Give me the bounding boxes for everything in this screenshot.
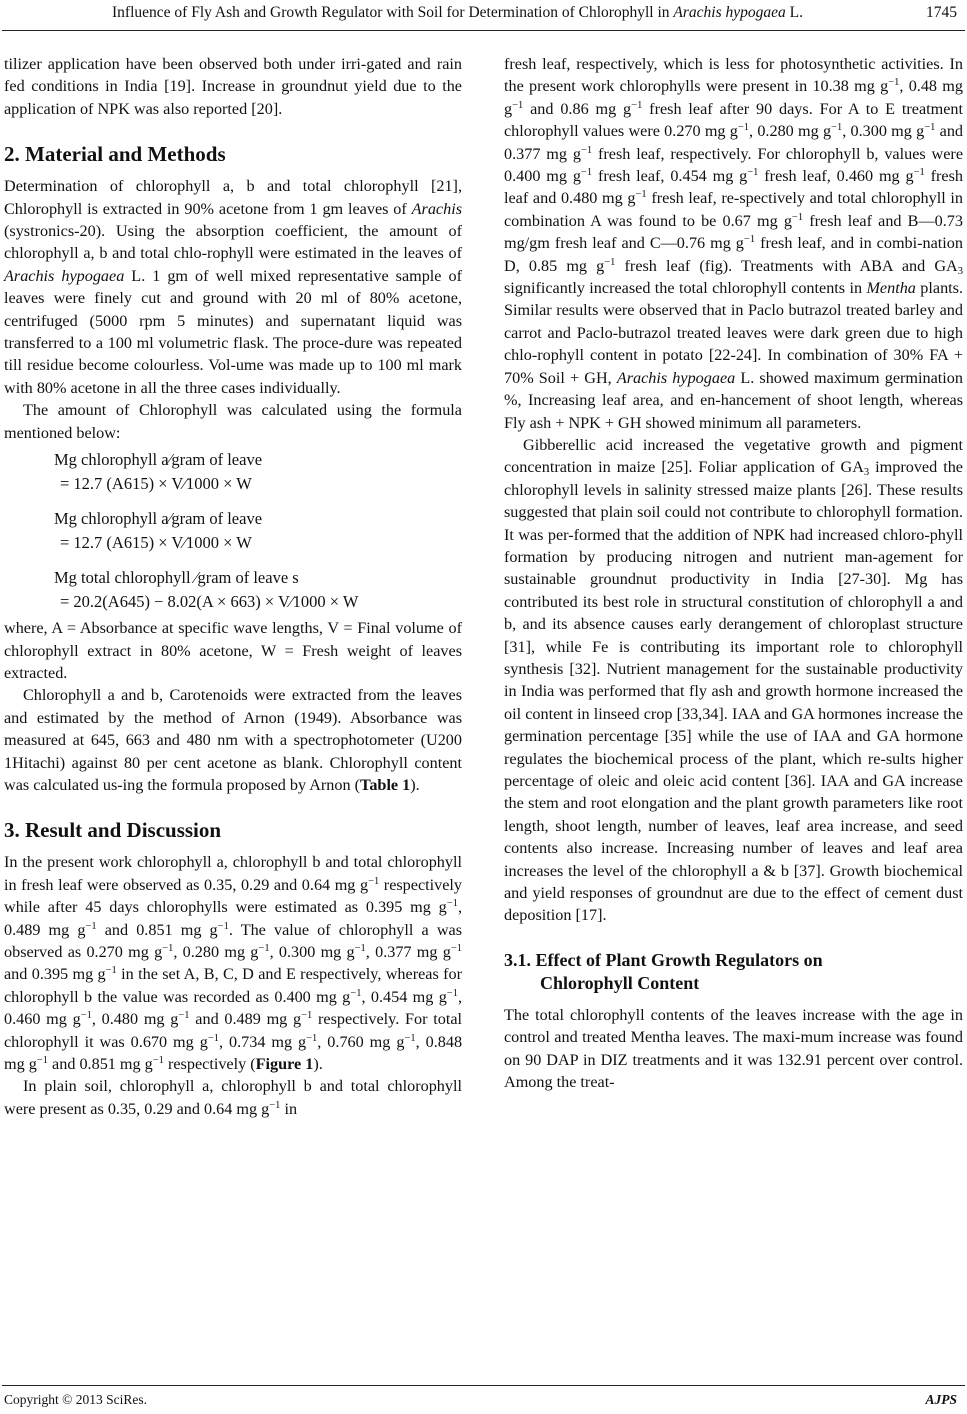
formula-3-lhs: Mg total chlorophyll ⁄gram of leave s [54,568,299,588]
page-header [0,4,967,28]
formula-1-lhs: Mg chlorophyll a⁄gram of leave [54,450,263,470]
result-paragraph-2: In plain soil, chlorophyll a, chlorophyll b and total chlorophyll were present as 0.35, 0.29 and 0.64 mg $g^{-1}$ in [4,1077,462,1118]
copyright-text: Copyright © 2013 SciRes. [4,1392,148,1407]
chlorophyll-formulas [54,448,462,613]
formula-2-rhs: = 12.7 (A615) × V⁄1000 × W [60,532,252,552]
intro-paragraph: tilizer application have been observed both under irri-gated and rain fed conditions in India [19]. Increase in groundnut yield due to the application of NPK was also reported [20]. [4,55,462,118]
arnon-paragraph: Chlorophyll a and b, Carotenoids were extracted from the leaves and estimated by the method of Arnon (1949). Absorbance was measured at 645, 663 and 480 nm with a spectrophotometer (U200 1Hitachi) against 80 per cent acetone as blank. Chlorophyll content was calculated us-ing the formula proposed by Arnon (Table 1). [4,686,462,794]
right-column [504,53,963,1093]
journal-abbrev: AJPS [925,1392,957,1407]
right-paragraph-1: fresh leaf, respectively, which is less for photosynthetic activities. In the present work chlorophylls were present in 10.38 mg $g^{-1}$, 0.48 mg $g^{-1}$ and 0.86 mg $g^{-1}$ fresh leaf after 90 days. For A to E treatment chlorophyll values were 0.270 mg $g^{-1}$, 0.280 mg $g^{-1}$, 0.300 mg $g^{-1}$ and 0.377 mg $g^{-1}$ fresh leaf, respectively. For chlorophyll b, values were 0.400 mg $g^{-1}$ fresh leaf, 0.454 mg $g^{-1}$ fresh leaf, 0.460 mg $g^{-1}$ fresh leaf and 0.480 mg $g^{-1}$ fresh leaf, re-spectively and total chlorophyll in combination A was found to be 0.67 mg $g^{-1}$ fresh leaf and B—0.73 mg/gm fresh leaf and C—0.76 mg $g^{-1}$ fresh leaf, and in combi-nation D, 0.85 mg $g^{-1}$ fresh leaf (fig). Treatments with ABA and $GA_3$ significantly increased the total chlorophyll contents in Mentha plants. Similar results were observed that in Paclo butrazol treated barley and carrot and Paclo-butrazol treated leaves were dark green due to high chlo-rophyll content in potato [22-24]. In combination of 30% FA + 70% Soil + GH, Arachis hypogaea L. showed maximum germination %, Increasing leaf area, and en-hancement of shoot length, whereas Fly ash + NPK + GH showed minimum all parameters. [504,55,964,432]
where-paragraph: where, A = Absorbance at specific wave lengths, V = Final volume of chlorophyll extract in 80% acetone, W = Fresh weight of leaves extracted. [4,619,462,682]
page-number: 1745 [926,4,957,21]
running-title: Influence of Fly Ash and Growth Regulator with Soil for Determination of Chlorophyll in Arachis hypogaea L. [112,4,803,21]
section-3-heading: 3. Result and Discussion [4,818,222,843]
left-column [4,53,462,1120]
section-2-heading: 2. Material and Methods [4,142,226,167]
methods-paragraph-1: Determination of chlorophyll a, b and total chlorophyll [21], Chlorophyll is extracted in 90% acetone from 1 gm leaves of Arachis (systronics-20). Using the absorption coefficient, the amount of chlorophyll a, b and total chlo-rophyll were estimated in the leaves of Arachis hypogaea L. 1 gm of well mixed representative sample of leaves were finely cut and ground with 20 ml of 80% acetone, centrifuged (5000 rpm 5 minutes) and supernatant liquid was transferred to a 100 ml volumetric flask. The proce-dure was repeated till residue become colourless. Vol-ume was made up to 100 ml mark with 80% acetone in all the three cases individually. [4,177,462,397]
formula-2-lhs: Mg chlorophyll a⁄gram of leave [54,509,263,529]
right-paragraph-3: The total chlorophyll contents of the leaves increase with the age in control and treated Mentha leaves. The maxi-mum increase was found on 90 DAP in DIZ treatments and it was 132.91 percent over control. Among the treat- [504,1005,963,1092]
footer-rule [2,1385,965,1386]
methods-paragraph-2: The amount of Chlorophyll was calculated using the formula mentioned below: [4,401,462,442]
right-paragraph-2: Gibberellic acid increased the vegetative growth and pigment concentration in maize [25]. Foliar application of $GA_3$ improved the chlorophyll levels in salinity stressed maize plants [26]. These results suggested that plain soil could not contribute to chlorophyll formation. It was per-formed that the addition of NPK had increased chloro-phyll formation by producing nitrogen and nutrient man-agement for sustainable groundnut productivity in India [27-30]. Mg has contributed its best role in structural constitution of chlorophyll a and b, and its absence causes early derangement of chloroplast structure [31], while Fe is contributing its important role to chlorophyll synthesis [32]. Nutrient management for the sustainable productivity in India was performed that fly ash and growth hormone increased the oil content in linseed crop [33,34]. IAA and GA hormones increase the germination percentage [35] while the use of IAA and GA hormone regulates the biochemical process of the plant, which re-sults higher percentage of oleic and oleic acid content [36]. IAA and GA increase the stem and root elongation and the plant growth parameters like root length, shoot length, number of leaves, leaf area increase, and seed contents also increase. Increasing number of leaves and leaf area increases the level of the chlorophyll a & b [37]. Growth biochemical and yield responses of groundnut are due to the effect of cement dust deposition [17]. [504,435,963,925]
section-3-1-heading-line-2: Chlorophyll Content [540,972,700,993]
formula-3-rhs: = 20.2(A645) − 8.02(A × 663) × V⁄1000 × W [60,591,359,611]
section-3-1-heading-line-1: 3.1. Effect of Plant Growth Regulators on [504,949,823,970]
formula-1-rhs: = 12.7 (A615) × V⁄1000 × W [60,473,252,493]
header-rule [2,30,965,31]
result-paragraph-1: In the present work chlorophyll a, chlorophyll b and total chlorophyll in fresh leaf were observed as 0.35, 0.29 and 0.64 mg $g^{-1}$ respectively while after 45 days chlorophylls were estimated as 0.395 mg $g^{-1}$, 0.489 mg $g^{-1}$ and 0.851 mg $g^{-1}$. The value of chlorophyll a was observed as 0.270 mg $g^{-1}$, 0.280 mg $g^{-1}$, 0.300 mg $g^{-1}$, 0.377 mg $g^{-1}$ and 0.395 mg $g^{-1}$ in the set A, B, C, D and E respectively, whereas for chlorophyll b the value was recorded as 0.400 mg $g^{-1}$, 0.454 mg $g^{-1}$, 0.460 mg $g^{-1}$, 0.480 mg $g^{-1}$ and 0.489 mg $g^{-1}$ respectively. For total chlorophyll it was 0.670 mg $g^{-1}$, 0.734 mg $g^{-1}$, 0.760 mg $g^{-1}$, 0.848 mg $g^{-1}$ and 0.851 mg $g^{-1}$ respectively (Figure 1). [4,853,463,1073]
